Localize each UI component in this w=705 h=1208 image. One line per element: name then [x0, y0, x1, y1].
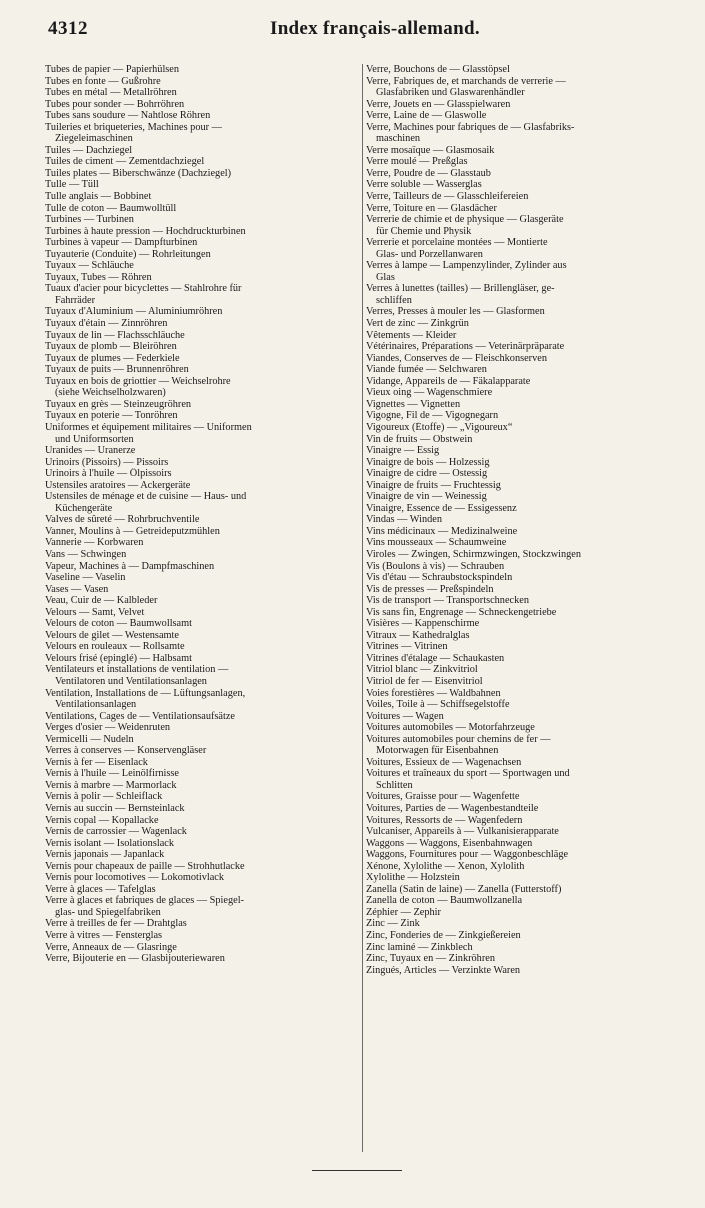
index-entry: Voitures et traîneaux du sport — Sportwagen und: [366, 768, 570, 780]
index-entry: Visières — Kappenschirme: [366, 618, 480, 630]
index-entry: Verre, Tailleurs de — Glasschleifereien: [366, 191, 529, 203]
index-entry: Verre à glaces — Tafelglas: [45, 883, 156, 895]
index-entry: Vapeur, Machines à — Dampfmaschinen: [45, 560, 215, 572]
index-entry: Velours — Samt, Velvet: [45, 606, 145, 618]
index-entry: Viroles — Zwingen, Schirmzwingen, Stockzwingen: [366, 548, 582, 560]
index-entry: Vernis isolant — Isolationslack: [45, 837, 174, 849]
index-entry: Viandes, Conserves de — Fleischkonserven: [366, 352, 547, 364]
index-entry: Verres à lampe — Lampenzylinder, Zylinder aus: [366, 260, 567, 272]
index-entry: Verre à vitres — Fensterglas: [45, 930, 163, 942]
index-entry: Tuyaux — Schläuche: [45, 260, 134, 272]
index-entry: Voies forestières — Waldbahnen: [366, 687, 501, 699]
index-entry: Verre, Poudre de — Glasstaub: [366, 167, 491, 179]
index-entry: Vinaigre — Essig: [366, 445, 440, 457]
index-entry: Verre moulé — Preßglas: [366, 156, 468, 168]
index-column-right: [366, 64, 676, 976]
index-entry: Vaseline — Vaselin: [45, 572, 126, 584]
index-entry: Vétérinaires, Préparations — Veterinärpräparate: [366, 341, 565, 353]
index-entry: Tuileries et briqueteries, Machines pour —: [45, 121, 222, 133]
index-entry: Glas: [376, 271, 395, 283]
index-entry: Zinc — Zink: [366, 918, 420, 930]
index-entry: Tuyaux de plomb — Bleiröhren: [45, 341, 177, 353]
index-entry: Tuyaux en bois de griottier — Weichselrohre: [45, 375, 231, 387]
index-entry: Verre mosaïque — Glasmosaik: [366, 144, 495, 156]
index-entry: Küchengeräte: [55, 502, 113, 514]
index-entry: Vitriol blanc — Zinkvitriol: [366, 664, 478, 676]
index-entry: Ventilation, Installations de — Lüftungsanlagen,: [45, 687, 246, 699]
index-entry: Urinoirs (Pissoirs) — Pissoirs: [45, 456, 169, 468]
index-entry: Verre soluble — Wasserglas: [366, 179, 482, 191]
index-entry: Vidange, Appareils de — Fäkalapparate: [366, 375, 531, 387]
index-entry: Verrerie et porcelaine montées — Montierte: [366, 237, 548, 249]
index-entry: Vignettes — Vignetten: [366, 398, 461, 410]
index-entry: Tubes de papier — Papierhülsen: [45, 64, 180, 75]
index-entry: Vigogne, Fil de — Vigognegarn: [366, 410, 499, 422]
index-entry: Glas- und Porzellanwaren: [376, 248, 483, 260]
index-entry: Tuaux d'acier pour bicyclettes — Stahlrohre für: [45, 283, 242, 295]
index-entry: Veau, Cuir de — Kalbleder: [45, 595, 158, 607]
index-entry: Verres, Presses à mouler les — Glasformen: [366, 306, 545, 318]
index-entry: Verre, Bouchons de — Glasstöpsel: [366, 64, 510, 75]
index-entry: Voitures automobiles — Motorfahrzeuge: [366, 722, 535, 734]
index-entry: Voitures, Essieux de — Wagenachsen: [366, 756, 522, 768]
index-entry: Tulle — Tüll: [45, 179, 99, 191]
index-entry: Uranides — Uranerze: [45, 445, 136, 457]
index-entry: Vernis à marbre — Marmorlack: [45, 779, 177, 791]
index-entry: Ustensiles de ménage et de cuisine — Haus- und: [45, 491, 247, 503]
index-entry: Tuyaux de plumes — Federkiele: [45, 352, 180, 364]
index-entry: Verre, Jouets en — Glasspielwaren: [366, 98, 511, 110]
index-entry: Ventilations, Cages de — Ventilationsaufsätze: [45, 710, 235, 722]
index-entry: Zinc, Tuyaux en — Zinkröhren: [366, 953, 495, 965]
index-entry: Zanella (Satin de laine) — Zanella (Futterstoff): [366, 883, 562, 895]
index-entry: Vernis à polir — Schleiflack: [45, 791, 163, 803]
index-entry: Verre à treilles de fer — Drahtglas: [45, 918, 187, 930]
index-entry: Voitures automobiles pour chemins de fer —: [366, 733, 551, 745]
index-entry: Tuyauterie (Conduite) — Rohrleitungen: [45, 248, 211, 260]
index-entry: Ustensiles aratoires — Ackergeräte: [45, 479, 191, 491]
index-entry: Ziegeleimaschinen: [55, 133, 133, 145]
index-entry: Viande fumée — Selchwaren: [366, 364, 487, 376]
index-entry: Verre, Toiture en — Glasdächer: [366, 202, 497, 214]
index-entry: Vitrines — Vitrinen: [366, 641, 448, 653]
index-entry: Waggons, Fournitures pour — Waggonbeschläge: [366, 849, 569, 861]
index-entry: Tuyaux en poterie — Tonröhren: [45, 410, 178, 422]
index-entry: Urinoirs à l'huile — Ölpissoirs: [45, 468, 172, 480]
index-entry: Verre, Fabriques de, et marchands de verrerie —: [366, 75, 566, 87]
index-entry: Vis (Boulons à vis) — Schrauben: [366, 560, 505, 572]
index-entry: Ventilatoren und Ventilationsanlagen: [55, 675, 207, 687]
index-entry: Vernis pour locomotives — Lokomotivlack: [45, 872, 225, 884]
index-entry: Voitures — Wagen: [366, 710, 444, 722]
index-entry: Fahrräder: [55, 294, 96, 306]
index-entry: Tuyaux d'Aluminium — Aluminiumröhren: [45, 306, 223, 318]
index-entry: und Uniformsorten: [55, 433, 134, 445]
index-entry: Vieux oing — Wagenschmiere: [366, 387, 493, 399]
index-entry: Vernis à fer — Eisenlack: [45, 756, 148, 768]
index-entry: Tulle anglais — Bobbinet: [45, 191, 152, 203]
index-entry: Glasfabriken und Glaswarenhändler: [376, 87, 525, 99]
index-entry: Verges d'osier — Weidenruten: [45, 722, 171, 734]
index-entry: Velours de gilet — Westensamte: [45, 629, 179, 641]
index-entry: Vernis au succin — Bernsteinlack: [45, 803, 185, 814]
index-entry: schliffen: [376, 294, 412, 306]
index-entry: Verre, Laine de — Glaswolle: [366, 110, 487, 122]
index-entry: Verres à conserves — Konservengläser: [45, 745, 207, 757]
index-entry: Vinaigre de bois — Holzessig: [366, 456, 490, 468]
index-entry: Motorwagen für Eisenbahnen: [376, 745, 499, 757]
index-entry: Tuyaux de lin — Flachsschläuche: [45, 329, 185, 341]
index-entry: Tubes en métal — Metallröhren: [45, 87, 177, 99]
index-entry: Voitures, Ressorts de — Wagenfedern: [366, 814, 523, 826]
index-entry: Vinaigre de vin — Weinessig: [366, 491, 487, 503]
index-entry: Tuiles de ciment — Zementdachziegel: [45, 156, 205, 168]
index-entry: Verrerie de chimie et de physique — Glasgeräte: [366, 214, 564, 226]
index-entry: Vindas — Winden: [366, 514, 442, 526]
index-entry: Tuyaux, Tubes — Röhren: [45, 271, 152, 283]
page-title: Index français-allemand.: [270, 18, 480, 39]
index-entry: Vis de presses — Preßspindeln: [366, 583, 494, 595]
index-entry: Turbines à vapeur — Dampfturbinen: [45, 237, 198, 249]
index-entry: Waggons — Waggons, Eisenbahnwagen: [366, 837, 533, 849]
index-entry: Tuyaux d'étain — Zinnröhren: [45, 318, 168, 330]
index-entry: Tuyaux de puits — Brunnenröhren: [45, 364, 189, 376]
index-entry: Vitriol de fer — Eisenvitriol: [366, 675, 483, 687]
page-end-rule: [312, 1170, 402, 1171]
index-entry: Turbines à haute pression — Hochdruckturbinen: [45, 225, 246, 237]
index-entry: Uniformes et équipement militaires — Uniformen: [45, 421, 252, 433]
index-entry: Vis d'étau — Schraubstockspindeln: [366, 572, 513, 584]
index-entry: Verre, Machines pour fabriques de — Glasfabriks-: [366, 121, 575, 133]
index-entry: Vert de zinc — Zinkgrün: [366, 318, 469, 330]
index-entry: Vis de transport — Transportschnecken: [366, 595, 529, 607]
index-entry: Vin de fruits — Obstwein: [366, 433, 473, 445]
index-entry: Vinaigre, Essence de — Essigessenz: [366, 502, 517, 514]
index-entry: Xénone, Xylolithe — Xenon, Xylolith: [366, 860, 525, 872]
index-entry: Velours en rouleaux — Rollsamte: [45, 641, 185, 653]
index-entry: Zingués, Articles — Verzinkte Waren: [366, 964, 521, 976]
index-entry: Turbines — Turbinen: [45, 214, 134, 226]
index-entry: (siehe Weichselholzwaren): [55, 387, 166, 399]
page-number: 4312: [48, 18, 88, 39]
index-entry: Zinc, Fonderies de — Zinkgießereien: [366, 930, 521, 942]
index-entry: Verres à lunettes (tailles) — Brillengläser, ge-: [366, 283, 555, 295]
index-entry: Vulcaniser, Appareils à — Vulkanisierapparate: [366, 826, 559, 838]
index-entry: Vigoureux (Étoffe) — „Vigoureux“: [366, 421, 513, 433]
index-entry: Vases — Vasen: [45, 583, 109, 595]
page-header: [40, 14, 640, 46]
index-entry: Schlitten: [376, 779, 413, 791]
index-entry: glas- und Spiegelfabriken: [55, 906, 161, 918]
index-entry: Vannerie — Korbwaren: [45, 537, 144, 549]
index-entry: Ventilationsanlagen: [55, 699, 137, 711]
index-entry: Ventilateurs et installations de ventilation —: [45, 664, 229, 676]
index-entry: Voiles, Toile à — Schiffsegelstoffe: [366, 699, 510, 711]
index-entry: Tuiles plates — Biberschwänze (Dachziegel): [45, 167, 232, 179]
index-entry: Tubes sans soudure — Nahtlose Röhren: [45, 110, 211, 122]
index-entry: Zinc laminé — Zinkblech: [366, 941, 473, 953]
index-entry: Vernis à l'huile — Leinölfirnisse: [45, 768, 179, 780]
index-entry: Vernis japonais — Japanlack: [45, 849, 165, 861]
index-entry: Vernis pour chapeaux de paille — Strohhutlacke: [45, 860, 245, 872]
column-divider: [362, 64, 363, 1152]
index-entry: maschinen: [376, 133, 421, 145]
index-entry: Vinaigre de cidre — Ostessig: [366, 468, 488, 480]
index-entry: Vins mousseaux — Schaumweine: [366, 537, 507, 549]
index-entry: Voitures, Graisse pour — Wagenfette: [366, 791, 520, 803]
index-entry: Tuiles — Dachziegel: [45, 144, 133, 156]
index-entry: Zéphier — Zephir: [366, 906, 441, 918]
index-entry: Verre, Bijouterie en — Glasbijouteriewaren: [45, 953, 225, 965]
index-column-left: [45, 64, 358, 965]
index-entry: Valves de sûreté — Rohrbruchventile: [45, 514, 200, 526]
index-entry: Vêtements — Kleider: [366, 329, 457, 341]
index-entry: Velours de coton — Baumwollsamt: [45, 618, 192, 630]
index-entry: Tubes en fonte — Gußrohre: [45, 75, 161, 87]
index-entry: Xylolithe — Holzstein: [366, 872, 460, 884]
index-entry: Velours frisé (epinglé) — Halbsamt: [45, 652, 192, 664]
index-entry: Vernis copal — Kopallacke: [45, 814, 159, 826]
index-entry: Vanner, Moulins à — Getreideputzmühlen: [45, 525, 220, 537]
index-entry: Verre, Anneaux de — Glasringe: [45, 941, 177, 953]
index-entry: Vermicelli — Nudeln: [45, 733, 134, 745]
index-entry: Vinaigre de fruits — Fruchtessig: [366, 479, 501, 491]
index-entry: Verre à glaces et fabriques de glaces — Spiegel-: [45, 895, 244, 907]
index-entry: Voitures, Parties de — Wagenbestandteile: [366, 803, 539, 814]
index-entry: Vernis de carrossier — Wagenlack: [45, 826, 187, 838]
index-entry: Vins médicinaux — Medizinalweine: [366, 525, 518, 537]
index-entry: Tubes pour sonder — Bohrröhren: [45, 98, 185, 110]
index-entry: Zanella de coton — Baumwollzanella: [366, 895, 523, 907]
index-entry: Vitrines d'étalage — Schaukasten: [366, 652, 505, 664]
index-entry: Tuyaux en grès — Steinzeugröhren: [45, 398, 192, 410]
index-entry: Vis sans fin, Engrenage — Schneckengetriebe: [366, 606, 557, 618]
index-entry: Vitraux — Kathedralglas: [366, 629, 470, 641]
index-entry: für Chemie und Physik: [376, 225, 472, 237]
index-entry: Tulle de coton — Baumwolltüll: [45, 202, 177, 214]
index-entry: Vans — Schwingen: [45, 548, 127, 560]
